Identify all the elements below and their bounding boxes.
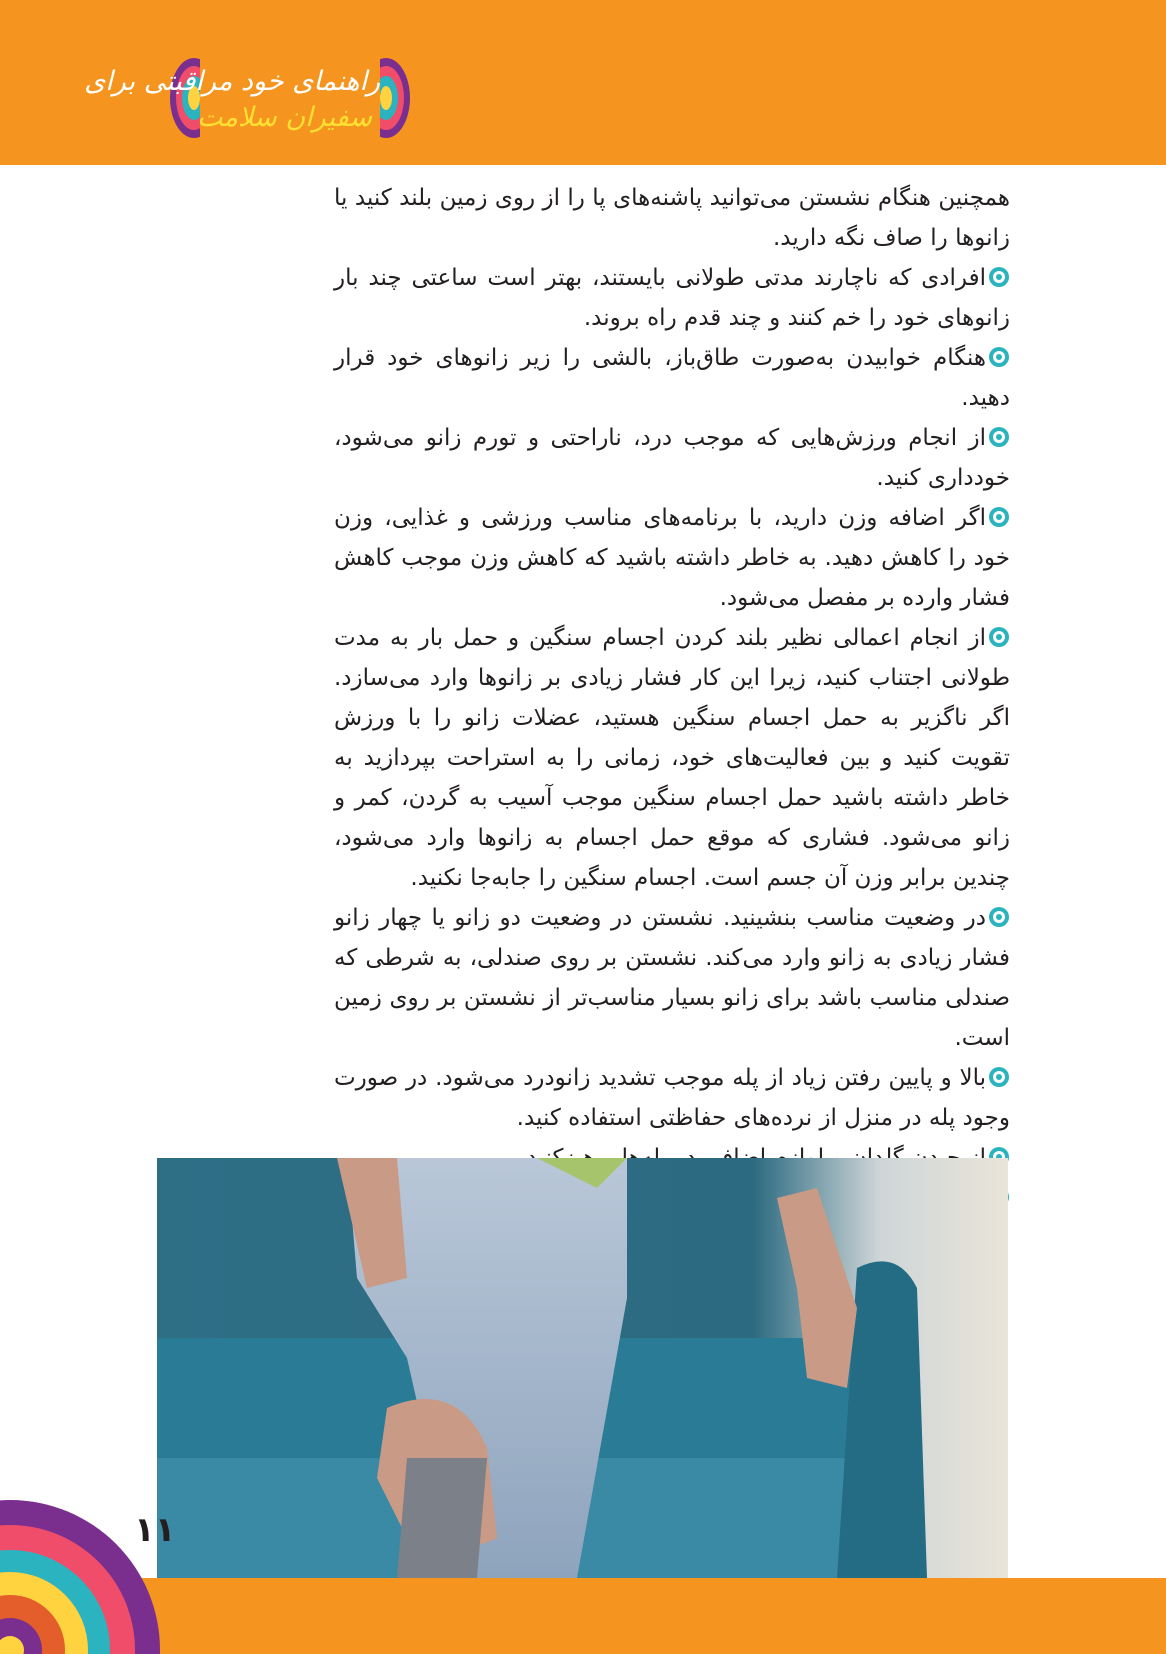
body-text [334, 178, 1010, 1218]
bullet-text: بالا و پایین رفتن زیاد از پله موجب تشدید زانودرد می‌شود. در صورت وجود پله در منزل از نرده‌های حفاظتی استفاده کنید. [334, 1065, 1010, 1131]
bullet-text: اگر اضافه وزن دارید، با برنامه‌های مناسب ورزشی و غذایی، وزن خود را کاهش دهید. به خاطر داشته باشید که کاهش وزن موجب کاهش فشار وارده بر مفصل می‌شود. [334, 505, 1010, 611]
flower-bullet-icon [988, 266, 1010, 288]
intro-paragraph: همچنین هنگام نشستن می‌توانید پاشنه‌های پا را از روی زمین بلند کنید یا زانوها را صاف نگه دارید. [334, 185, 1010, 251]
page-number: ۱۱ [134, 1510, 176, 1550]
corner-mandala-icon [0, 1490, 170, 1654]
bullet-item [334, 418, 1010, 498]
flower-bullet-icon [988, 346, 1010, 368]
bullet-item [334, 338, 1010, 418]
bullet-item [334, 498, 1010, 618]
bullet-item [334, 1058, 1010, 1138]
flower-bullet-icon [988, 506, 1010, 528]
bullet-item [334, 618, 1010, 898]
bullet-text: هنگام خوابیدن به‌صورت طاق‌باز، بالشی را زیر زانوهای خود قرار دهید. [334, 345, 1010, 411]
bullet-list [334, 258, 1010, 1218]
rosette-right-icon [380, 56, 412, 140]
logo-subtitle: سفیران سلامت [197, 102, 372, 133]
header-band [0, 0, 1166, 165]
logo-title: راهنمای خود مراقبتی برای [84, 66, 380, 97]
bullet-text: افرادی که ناچارند مدتی طولانی بایستند، بهتر است ساعتی چند بار زانوهای خود را خم کنند و چند قدم راه بروند. [334, 265, 1010, 331]
book-logo [84, 52, 412, 144]
knee-pain-photo [157, 1158, 1008, 1578]
knee-pain-illustration [157, 1158, 1008, 1578]
flower-bullet-icon [988, 906, 1010, 928]
flower-bullet-icon [988, 1066, 1010, 1088]
footer-band [0, 1578, 1166, 1654]
bullet-item [334, 258, 1010, 338]
bullet-text: از انجام ورزش‌هایی که موجب درد، ناراحتی و تورم زانو می‌شود، خودداری کنید. [334, 425, 1010, 491]
flower-bullet-icon [988, 626, 1010, 648]
bullet-item [334, 898, 1010, 1058]
flower-bullet-icon [988, 426, 1010, 448]
bullet-text: در وضعیت مناسب بنشینید. نشستن در وضعیت دو زانو یا چهار زانو فشار زیادی به زانو وارد می‌کند. نشستن بر روی صندلی، به شرطی که صندلی مناسب باشد برای زانو بسیار مناسب‌تر از نشستن بر روی زمین است. [334, 905, 1010, 1051]
bullet-text: از انجام اعمالی نظیر بلند کردن اجسام سنگین و حمل بار به مدت طولانی اجتناب کنید، زیرا این کار فشار زیادی بر زانوها وارد می‌سازد. اگر ناگزیر به حمل اجسام سنگین هستید، عضلات زانو را با ورزش تقویت کنید و بین فعالیت‌های خود، زمانی را به استراحت بپردازید به خاطر داشته باشید حمل اجسام سنگین موجب آسیب به گردن، کمر و زانو می‌شود. فشاری که موقع حمل اجسام به زانوها وارد می‌شود، چندین برابر وزن آن جسم است. اجسام سنگین را جابه‌جا نکنید. [334, 625, 1010, 891]
